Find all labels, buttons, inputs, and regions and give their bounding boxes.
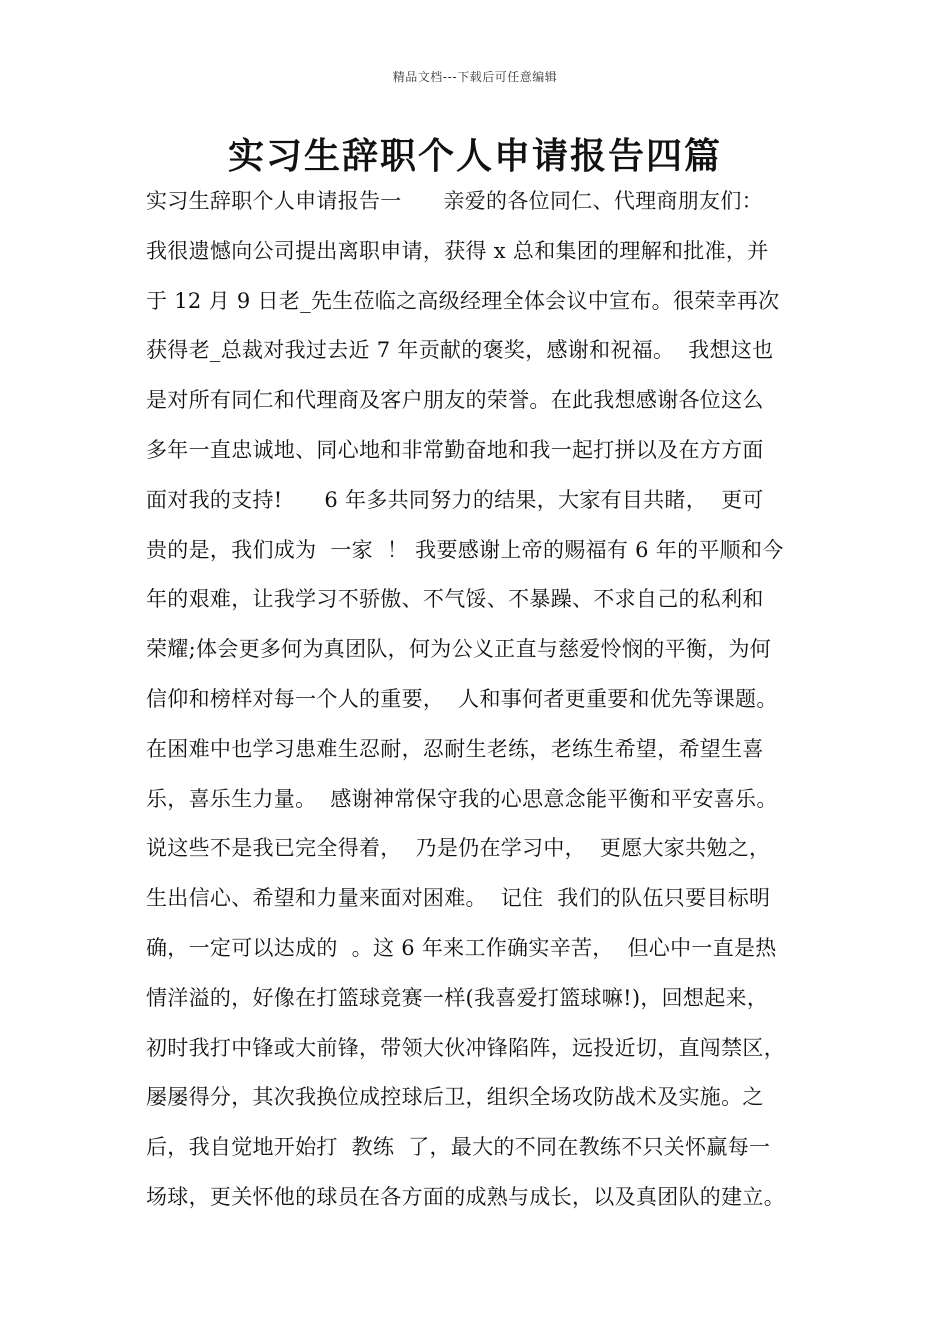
text-line: 初时我打中锋或大前锋，带领大伙冲锋陷阵，远投近切，直闯禁区， [146, 1035, 785, 1060]
text-line: 生出信心、希望和力量来面对困难。 记住 我们的队伍只要目标明 [146, 886, 771, 911]
text-line: 信仰和榜样对每一个人的重要， 人和事何者更重要和优先等课题。 [146, 686, 778, 711]
header-note: 精品文档---下载后可任意编辑 [392, 70, 558, 84]
document-title: 实习生辞职个人申请报告四篇 [227, 136, 722, 177]
text-line: 情洋溢的，好像在打篮球竞赛一样(我喜爱打篮球嘛!)，回想起来， [146, 985, 769, 1010]
text-line: 年的艰难，让我学习不骄傲、不气馁、不暴躁、不求自己的私利和 [146, 587, 764, 612]
text-line: 场球，更关怀他的球员在各方面的成熟与成长，以及真团队的建立。 [146, 1184, 785, 1209]
text-line: 荣耀;体会更多何为真团队，何为公义正直与慈爱怜悯的平衡，为何 [146, 637, 772, 662]
text-line: 说这些不是我已完全得着， 乃是仍在学习中， 更愿大家共勉之， [146, 836, 771, 861]
text-line: 我很遗憾向公司提出离职申请，获得 x 总和集团的理解和批准，并 [146, 238, 769, 263]
text-line: 于 12 月 9 日老_先生莅临之高级经理全体会议中宣布。很荣幸再次 [146, 288, 780, 313]
text-line: 乐，喜乐生力量。 感谢神常保守我的心思意念能平衡和平安喜乐。 [146, 786, 778, 811]
text-line: 是对所有同仁和代理商及客户朋友的荣誉。在此我想感谢各位这么 [146, 388, 764, 413]
text-line: 贵的是，我们成为 一家 ！ 我要感谢上帝的赐福有 6 年的平顺和今 [146, 537, 784, 562]
text-line: 后，我自觉地开始打 教练 了，最大的不同在教练不只关怀赢每一 [146, 1135, 771, 1160]
body-text [146, 180, 836, 1226]
text-line: 多年一直忠诚地、同心地和非常勤奋地和我一起打拼以及在方方面 [146, 437, 764, 462]
text-line: 获得老_总裁对我过去近 7 年贡献的褒奖，感谢和祝福。 我想这也 [146, 338, 774, 363]
text-line: 面对我的支持! 6 年多共同努力的结果，大家有目共睹， 更可 [146, 487, 764, 512]
text-line: 实习生辞职个人申请报告一 亲爱的各位同仁、代理商朋友们： [146, 189, 763, 213]
text-line: 屡屡得分，其次我换位成控球后卫，组织全场攻防战术及实施。之 [146, 1085, 764, 1110]
text-line: 确，一定可以达成的 。这 6 年来工作确实辛苦， 但心中一直是热 [146, 935, 777, 960]
text-line: 在困难中也学习患难生忍耐，忍耐生老练，老练生希望，希望生喜 [146, 736, 764, 761]
